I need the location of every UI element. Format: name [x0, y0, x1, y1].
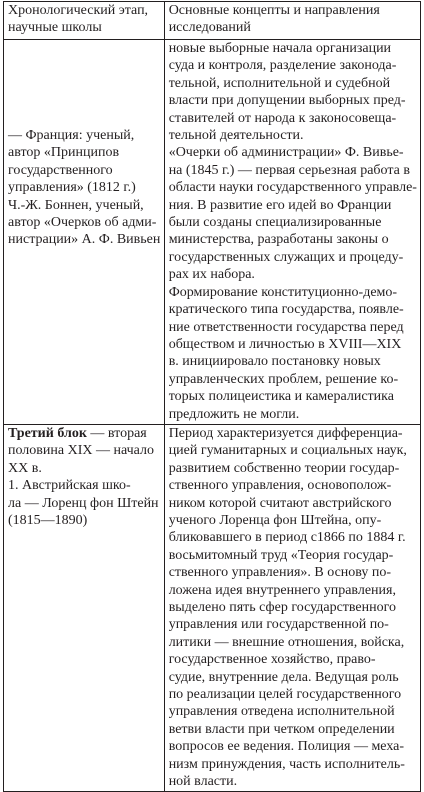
row2-stage-text	[8, 127, 161, 249]
blank-line	[8, 57, 161, 74]
row2-concepts-line-13: государственных служащих и процеду-	[168, 249, 404, 265]
row2-concepts-line-9: области науки государственного управле-	[168, 180, 417, 196]
row3-concepts-line-11: выделено пять сфер государственного	[168, 600, 397, 615]
row2-concepts-line-18: обществом и личностью в XVIII—XIX	[168, 336, 402, 352]
row3-stage-line-1: половина XIX — начало	[8, 443, 154, 459]
row3-stage-line-2: XX в.	[8, 460, 42, 476]
row2-concepts-line-16: кратического типа государства, появле-	[168, 302, 404, 318]
row3-concepts-line-19: вопросов ее ведения. Полиция — меха-	[168, 739, 405, 755]
header-concepts-line-2: исследований	[168, 20, 251, 36]
row2-stage-line-2: автор «Принципов	[8, 145, 120, 161]
row2-stage-line-7: нистрации» А. Ф. Вивьен	[8, 232, 161, 248]
row3-concepts-line-12: управления или государственной по-	[168, 617, 389, 633]
row2-concepts-line-22: предложить не могли.	[168, 406, 300, 422]
row2-concepts-line-15: Формирование конституционно-демо-	[168, 284, 398, 300]
blank-line	[8, 40, 161, 57]
row3-concepts-line-7: бликовавшего в период с1866 по 1884 г.	[168, 530, 406, 546]
row2-stage-line-3: государственного	[8, 162, 113, 178]
row3-concepts-line-16: по реализации целей государственного	[168, 687, 402, 703]
row3-stage-line-4: ла — Лоренц фон Штейн	[8, 495, 159, 511]
table-row	[4, 424, 421, 792]
row3-concepts-line-13: литики — внешние отношения, войска,	[168, 634, 405, 650]
row3-concepts-line-18: ветви власти при четком определении	[168, 721, 395, 737]
row2-stage-top-space	[8, 40, 161, 127]
header-cell-stage	[4, 2, 165, 40]
row3-concepts-line-8: восьмитомный труд «Теория государ-	[168, 547, 394, 563]
row3-concepts-line-14: государственное хозяйство, право-	[168, 652, 376, 668]
row3-concepts-cell	[164, 424, 420, 792]
row2-concepts-line-17: ние ответственности государства перед	[168, 319, 404, 335]
row2-stage-line-1: — Франция: ученый,	[8, 127, 135, 143]
row2-concepts-line-2: суда и контроля, разделение законода-	[168, 58, 397, 74]
row3-concepts-text	[169, 425, 417, 791]
header-stage-line-1: Хронологический этап,	[8, 3, 149, 18]
row2-stage-line-5: Ч.-Ж. Боннен, ученый,	[8, 197, 144, 213]
row2-concepts-line-7: «Очерки об администрации» Ф. Вивье-	[168, 145, 404, 161]
row2-concepts-line-3: тельной, исполнительной и судебной	[168, 75, 391, 91]
row2-stage-cell	[4, 40, 165, 425]
row3-concepts-line-9: ственного управления». В основу по-	[168, 565, 392, 581]
row3-concepts-line-20: низм принуждения, часть исполнитель-	[168, 756, 405, 772]
row3-concepts-line-4: ственного управления, основополож-	[168, 478, 392, 494]
row2-concepts-line-19: в. инициировало постановку новых	[168, 354, 381, 370]
row3-stage-line-3: 1. Австрийская шко-	[8, 478, 131, 494]
header-concepts-line-1: Основные концепты и направления	[168, 3, 380, 18]
table-row	[4, 40, 421, 425]
row3-concepts-line-1: Период характеризуется дифференциа-	[168, 425, 403, 441]
history-table	[3, 1, 421, 792]
row3-concepts-line-3: развитием собственно теории государ-	[168, 460, 400, 476]
row3-concepts-line-6: ученого Лоренца фон Штейна, опу-	[168, 512, 382, 528]
row2-concepts-line-1: новые выборные начала организации	[168, 41, 392, 56]
header-stage-line-2: научные школы	[8, 20, 102, 36]
row3-stage-cell	[4, 424, 165, 792]
row2-concepts-cell	[164, 40, 420, 425]
table-header-row	[4, 2, 421, 40]
third-block-label: Третий блок	[8, 425, 87, 441]
row2-concepts-line-5: ставителей от народа к законосовеща-	[168, 110, 397, 126]
row2-stage-line-6: автор «Очерков об адми-	[8, 214, 157, 230]
row3-concepts-line-17: управления отведена исполнительной	[168, 704, 395, 720]
row3-stage-text	[8, 442, 161, 529]
row3-concepts-line-15: судие, внутренние дела. Ведущая роль	[168, 669, 399, 685]
header-cell-concepts	[164, 2, 420, 40]
row3-concepts-line-10: ложена идея внутреннего управления,	[168, 582, 396, 598]
row2-concepts-line-6: тельной деятельности.	[168, 128, 304, 144]
row3-stage-line-5: (1815—1890)	[8, 512, 88, 528]
row2-concepts-line-8: на (1845 г.) — первая серьезная работа в	[168, 162, 410, 178]
row2-concepts-text	[169, 40, 417, 423]
blank-line	[8, 75, 161, 92]
blank-line	[8, 110, 161, 127]
row2-concepts-line-10: ния. В развитие его идей во Франции	[168, 197, 392, 213]
blank-line	[8, 92, 161, 109]
third-block-label-rest: — вторая	[86, 425, 147, 441]
row2-concepts-line-4: власти при допущении выборных пред-	[168, 93, 406, 109]
row2-stage-line-4: управления» (1812 г.)	[8, 180, 136, 196]
row2-concepts-line-20: управленческих проблем, решение ко-	[168, 371, 399, 387]
row3-concepts-line-21: ной власти.	[168, 774, 238, 790]
row2-concepts-line-14: рах их набора.	[168, 267, 255, 283]
row3-concepts-line-5: ником которой считают австрийского	[168, 495, 392, 511]
row3-concepts-line-2: цией гуманитарных и социальных наук,	[168, 443, 407, 459]
row3-stage-first-line	[8, 425, 161, 442]
row2-concepts-line-21: торых полицеистика и камералистика	[168, 389, 394, 405]
row2-concepts-line-12: министерства, разработаны законы о	[168, 232, 389, 248]
row2-concepts-line-11: были созданы специализированные	[168, 215, 382, 231]
